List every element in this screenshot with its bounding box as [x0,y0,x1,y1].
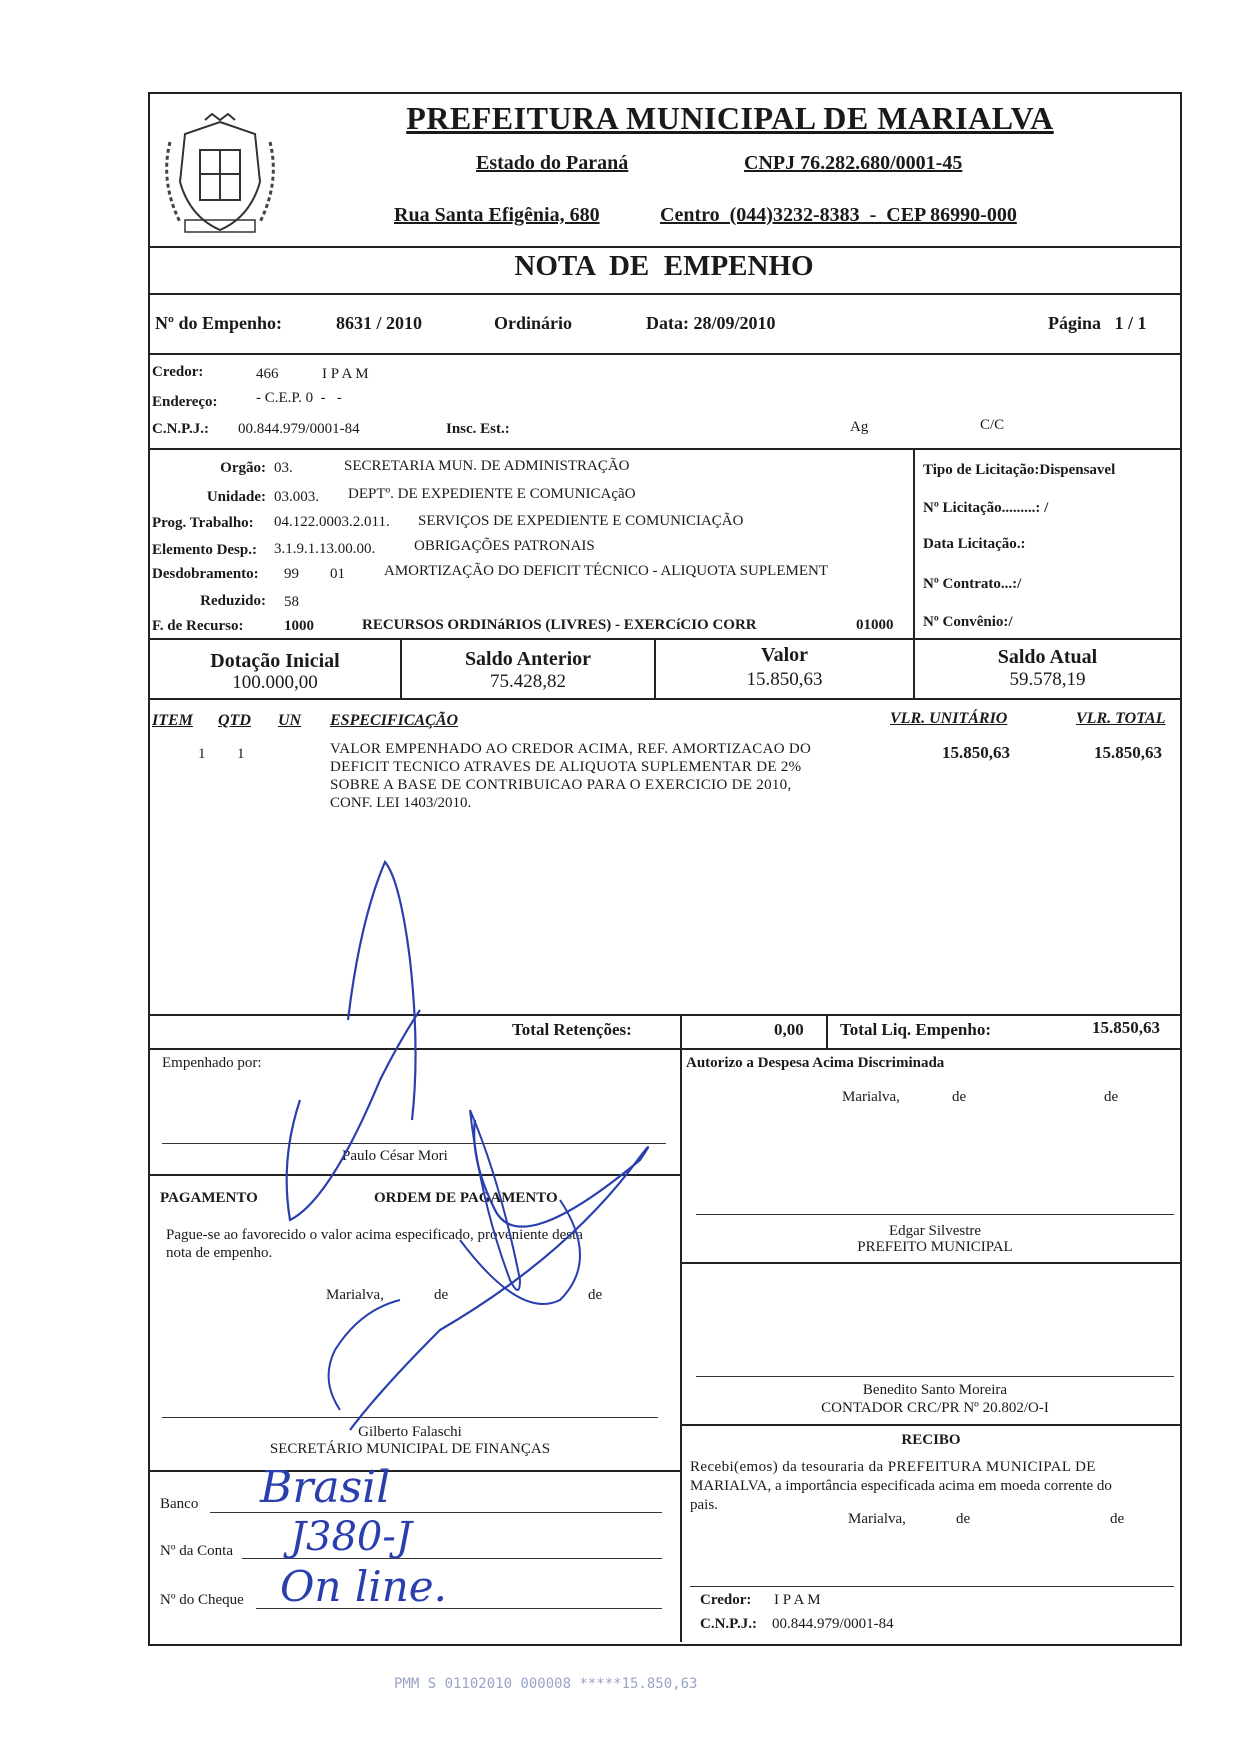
conta-label: Nº da Conta [160,1543,233,1559]
header-state: Estado do Paraná [476,152,629,174]
col-un: UN [278,712,302,729]
liq-empenho-label: Total Liq. Empenho: [840,1020,991,1039]
pagamento-de-2: de [588,1287,603,1303]
credor-code: 466 [256,366,279,382]
recurso-code: 1000 [284,618,314,634]
reduzido-value: 58 [284,594,299,610]
liq-empenho-value: 15.850,63 [1092,1018,1160,1037]
autorizo-de-2: de [1104,1089,1119,1105]
unidade-label: Unidade: [206,489,266,505]
pagamento-de-1: de [434,1287,449,1303]
saldo-atual-value: 59.578,19 [1009,669,1086,690]
recibo-cnpj: 00.844.979/0001-84 [772,1616,894,1632]
conta-value: J380-J [290,1514,412,1560]
footer-stamp: PMM S 01102010 000008 *****15.850,63 [394,1676,698,1692]
insc-est-label: Insc. Est.: [446,421,510,437]
item-desc-line-1: VALOR EMPENHADO AO CREDOR ACIMA, REF. AMORTIZACAO DO [330,741,812,757]
empenho-number-label: Nº do Empenho: [155,313,282,333]
elemento-label: Elemento Desp.: [152,542,257,558]
desdobramento-label: Desdobramento: [152,566,259,582]
licitacao-data: Data Licitação.: [923,536,1026,552]
empenhado-name: Paulo César Mori [342,1148,448,1164]
saldo-anterior-value: 75.428,82 [490,671,566,692]
doc-title: NOTA DE EMPENHO [514,250,814,282]
prefeito-name: Edgar Silvestre [888,1223,982,1239]
unidade-desc: DEPTº. DE EXPEDIENTE E COMUNICAçãO [348,486,636,502]
ordem-pagamento-title: ORDEM DE PAGAMENTO [374,1190,558,1206]
col-item: ITEM [152,712,193,729]
recurso-code-2: 01000 [856,617,894,633]
item-desc-line-4: CONF. LEI 1403/2010. [330,795,472,811]
convenio: Nº Convênio:/ [923,614,1013,630]
licitacao-tipo: Tipo de Licitação:Dispensavel [923,462,1116,478]
recibo-text-2: MARIALVA, a importância especificada acima em moeda corrente do [690,1478,1112,1494]
prefeito-role: PREFEITO MUNICIPAL [857,1239,1013,1255]
recibo-title: RECIBO [901,1432,961,1448]
orgao-label: Orgão: [220,460,266,476]
empenho-number: 8631 / 2010 [336,313,423,333]
cc-label: C/C [980,417,1005,433]
saldo-anterior-label: Saldo Anterior [464,648,592,670]
item-unit-value: 15.850,63 [942,743,1010,762]
header-address: Rua Santa Efigênia, 680 [394,204,600,226]
autorizo-title: Autorizo a Despesa Acima Discriminada [686,1055,945,1071]
desdobramento-code: 99 [284,566,299,582]
cheque-label: Nº do Cheque [160,1592,244,1608]
contador-role: CONTADOR CRC/PR Nº 20.802/O-I [821,1400,1049,1416]
empenho-type: Ordinário [494,313,573,333]
unidade-code: 03.003. [274,489,319,505]
recibo-de-2: de [1110,1511,1125,1527]
endereco-value: - C.E.P. 0 - - [256,390,342,406]
desdobramento-desc: AMORTIZAÇÃO DO DEFICIT TÉCNICO - ALIQUOTA SUPLEMENT [384,563,829,579]
recurso-desc: RECURSOS ORDINáRIOS (LIVRES) - EXERCíCIO CORR [362,617,757,633]
header-cnpj: CNPJ 76.282.680/0001-45 [744,152,963,174]
pagamento-text-2: nota de empenho. [166,1245,273,1261]
elemento-code: 3.1.9.1.13.00.00. [274,541,376,557]
elemento-desc: OBRIGAÇÕES PATRONAIS [414,538,595,554]
valor-label: Valor [760,644,809,666]
empenho-date: Data: 28/09/2010 [646,313,776,333]
autorizo-city: Marialva, [842,1089,900,1105]
item-total-value: 15.850,63 [1094,743,1162,762]
pagamento-title: PAGAMENTO [160,1190,258,1206]
recibo-city: Marialva, [848,1511,906,1527]
col-qtd: QTD [218,712,251,729]
banco-label: Banco [160,1496,199,1512]
item-number: 1 [198,746,206,762]
cheque-value: On line. [280,1562,447,1611]
desdobramento-code-2: 01 [330,566,345,582]
recibo-credor-label: Credor: [700,1592,752,1608]
endereco-label: Endereço: [152,394,218,410]
item-desc-line-3: SOBRE A BASE DE CONTRIBUICAO PARA O EXERCICIO DE 2010, [330,777,792,793]
col-especificacao: ESPECIFICAÇÃO [330,712,459,729]
prog-code: 04.122.0003.2.011. [274,514,390,530]
cnpj-label: C.N.P.J.: [152,421,209,437]
item-desc-line-2: DEFICIT TECNICO ATRAVES DE ALIQUOTA SUPLEMENTAR DE 2% [330,759,802,775]
saldo-atual-label: Saldo Atual [997,646,1098,668]
recibo-cnpj-label: C.N.P.J.: [700,1616,757,1632]
coat-of-arms-logo [150,112,290,244]
credor-name: I P A M [322,366,369,382]
empenho-page: Página 1 / 1 [1048,313,1147,333]
retencoes-value: 0,00 [774,1020,804,1039]
orgao-desc: SECRETARIA MUN. DE ADMINISTRAÇÃO [344,458,630,474]
pagamento-city: Marialva, [326,1287,384,1303]
dotacao-inicial-label: Dotação Inicial [210,650,340,672]
retencoes-label: Total Retenções: [512,1020,632,1039]
pagamento-text-1: Pague-se ao favorecido o valor acima especificado, proveniente desta [166,1227,583,1243]
col-vlr-total: VLR. TOTAL [1076,710,1166,727]
empenhado-label: Empenhado por: [162,1055,262,1071]
licitacao-numero: Nº Licitação.........: / [923,500,1049,516]
autorizo-de-1: de [952,1089,967,1105]
contrato: Nº Contrato...:/ [923,576,1022,592]
recibo-credor: I P A M [774,1592,821,1608]
header-district-phone-cep: Centro (044)3232-8383 - CEP 86990-000 [660,204,1017,226]
item-qty: 1 [237,746,245,762]
header-title: PREFEITURA MUNICIPAL DE MARIALVA [406,100,1054,136]
cnpj-value: 00.844.979/0001-84 [238,421,360,437]
dotacao-inicial-value: 100.000,00 [232,672,318,693]
valor-value: 15.850,63 [746,669,823,690]
banco-value: Brasil [260,1462,391,1513]
credor-label: Credor: [152,364,204,380]
secretario-name: Gilberto Falaschi [358,1424,462,1440]
recurso-label: F. de Recurso: [152,618,244,634]
col-vlr-unitario: VLR. UNITÁRIO [890,710,1008,727]
prog-label: Prog. Trabalho: [152,515,254,531]
recibo-de-1: de [956,1511,971,1527]
contador-name: Benedito Santo Moreira [862,1382,1008,1398]
recibo-text-3: pais. [690,1497,718,1513]
ag-label: Ag [850,419,869,435]
orgao-code: 03. [274,460,293,476]
secretario-role: SECRETÁRIO MUNICIPAL DE FINANÇAS [269,1441,551,1457]
prog-desc: SERVIÇOS DE EXPEDIENTE E COMUNICIAÇÃO [418,513,744,529]
recibo-text-1: Recebi(emos) da tesouraria da PREFEITURA MUNICIPAL DE [690,1459,1096,1475]
reduzido-label: Reduzido: [200,593,266,609]
